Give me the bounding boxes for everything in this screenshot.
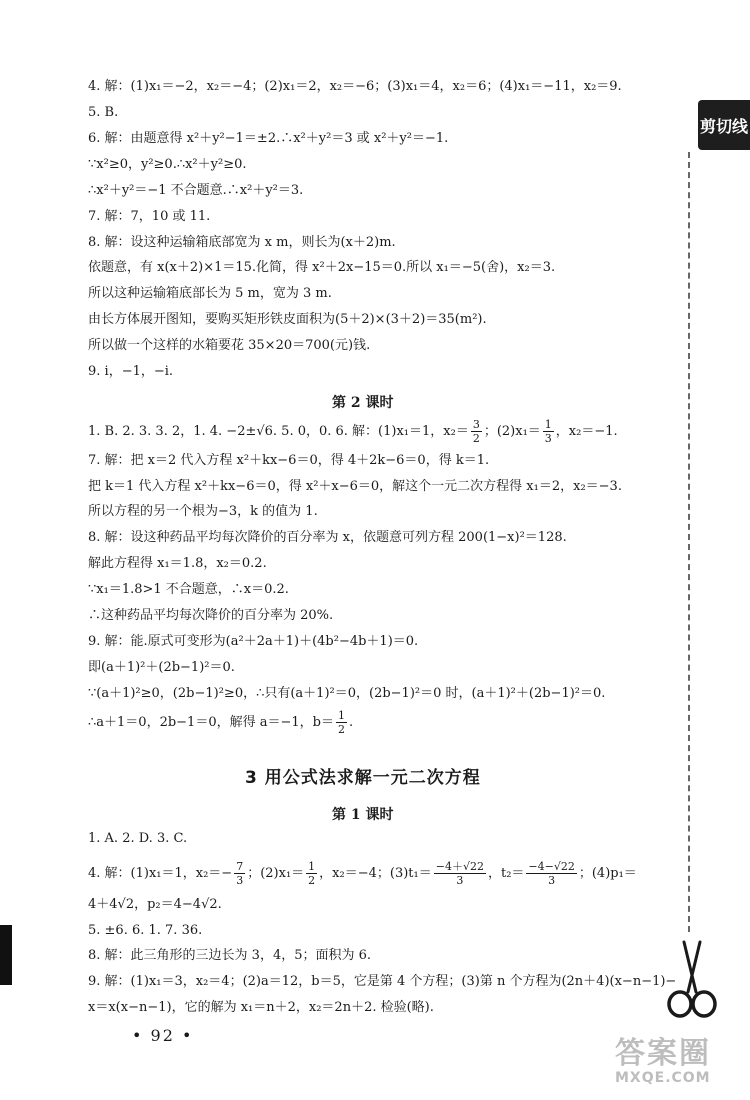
answer-line: 依题意，有 x(x＋2)×1＝15.化简，得 x²＋2x−15＝0.所以 x₁＝−5(舍)，x₂＝3. [88, 260, 556, 275]
fraction: $\frac{3}{2}$ [472, 418, 480, 445]
answer-line: 所以方程的另一个根为−3，k 的值为 1. [88, 504, 318, 519]
answer-line: 所以做一个这样的水箱要花 35×20＝700(元)钱. [88, 338, 371, 353]
fraction: $\frac{1}{2}$ [308, 860, 316, 887]
answer-line: 8. 解：设这种运输箱底部宽为 x m，则长为(x＋2)m. [88, 235, 396, 250]
watermark-url: MXQE.COM [615, 1070, 711, 1086]
answer-line: ∴a＋1＝0，2b−1＝0，解得 a＝−1，b＝ $\frac{1}{2}$ . [88, 709, 354, 736]
answer-line: 4. 解：(1)x₁＝1，x₂＝− $\frac{7}{3}$ ；(2)x₁＝ $\frac{1}{2}$ ，x₂＝−4；(3)t₁＝ $\frac{-4+√22}{3}$ ，t₂＝ $\frac{-4-√22}{3}$ ；(4)p₁＝ [88, 860, 637, 887]
watermark [615, 1028, 711, 1086]
answer-line: ∵(a＋1)²≥0，(2b−1)²≥0，∴只有(a＋1)²＝0，(2b−1)²＝0 时，(a＋1)²＋(2b−1)²＝0. [88, 686, 606, 701]
section-title: 3 用公式法求解一元二次方程 [245, 768, 481, 788]
answer-line: ∵x₁＝1.8>1 不合题意，∴x＝0.2. [88, 582, 289, 597]
answer-line: 5. ±6. 6. 1. 7. 36. [88, 923, 203, 938]
dashed-cut-line [688, 152, 690, 932]
answer-line: 5. B. [88, 105, 119, 120]
answer-line: 9. 解：(1)x₁＝3，x₂＝4；(2)a＝12，b＝5，它是第 4 个方程；(3)第 n 个方程为(2n＋4)(x−n−1)− [88, 974, 677, 989]
answer-line: ∴x²＋y²＝−1 不合题意.∴x²＋y²＝3. [88, 183, 304, 198]
answer-line: x＝x(x−n−1)，它的解为 x₁＝n＋2，x₂＝2n＋2. 检验(略). [88, 1000, 434, 1015]
fraction: $\frac{7}{3}$ [236, 860, 244, 887]
fraction: $\frac{-4+√22}{3}$ [435, 860, 484, 887]
scissors-icon [662, 940, 722, 1020]
lesson-heading: 第 1 课时 [332, 807, 394, 823]
answer-line: 9. 解：能.原式可变形为(a²＋2a＋1)＋(4b²−4b＋1)＝0. [88, 634, 419, 649]
lesson-heading: 第 2 课时 [332, 395, 394, 411]
answer-line: 解此方程得 x₁＝1.8，x₂＝0.2. [88, 556, 267, 571]
scan-edge-mark [0, 925, 12, 985]
answer-line: 8. 解：此三角形的三边长为 3，4，5；面积为 6. [88, 948, 372, 963]
answer-line: 7. 解：把 x＝2 代入方程 x²＋kx−6＝0，得 4＋2k−6＝0，得 k＝1. [88, 453, 490, 468]
answer-line: 4＋4√2，p₂＝4−4√2. [88, 897, 222, 912]
answer-line: 1. A. 2. D. 3. C. [88, 831, 188, 846]
watermark-logo: 答案圈 [615, 1036, 711, 1071]
answer-line: 9. i，−1，−i. [88, 364, 174, 379]
answer-line: 所以这种运输箱底部长为 5 m，宽为 3 m. [88, 286, 332, 301]
fraction: $\frac{1}{2}$ [337, 709, 345, 736]
answer-line: ∵x²≥0，y²≥0.∴x²＋y²≥0. [88, 157, 247, 172]
fraction: $\frac{1}{3}$ [544, 418, 552, 445]
answer-line: 把 k＝1 代入方程 x²＋kx−6＝0，得 x²＋x−6＝0，解这个一元二次方程得 x₁＝2，x₂＝−3. [88, 479, 622, 494]
answer-line: 8. 解：设这种药品平均每次降价的百分率为 x，依题意可列方程 200(1−x)²＝128. [88, 530, 567, 545]
cut-line-tab: 剪切线 [698, 100, 750, 150]
answer-line: 即(a＋1)²＋(2b−1)²＝0. [88, 660, 235, 675]
answer-line: 1. B. 2. 3. 3. 2，1. 4. −2±√6. 5. 0，0. 6. 解：(1)x₁＝1，x₂＝ $\frac{3}{2}$ ；(2)x₁＝ $\frac{1}{3}$ ，x₂＝−1. [88, 418, 618, 445]
fraction: $\frac{-4-√22}{3}$ [528, 860, 575, 887]
answer-line: 6. 解：由题意得 x²＋y²−1＝±2.∴x²＋y²＝3 或 x²＋y²＝−1. [88, 131, 449, 146]
page-number: • 92 • [132, 1026, 194, 1045]
answer-line: 7. 解：7，10 或 11. [88, 209, 211, 224]
answer-line: 4. 解：(1)x₁＝−2，x₂＝−4；(2)x₁＝2，x₂＝−6；(3)x₁＝4，x₂＝6；(4)x₁＝−11，x₂＝9. [88, 79, 622, 94]
answer-line: ∴这种药品平均每次降价的百分率为 20%. [88, 608, 334, 623]
answer-line: 由长方体展开图知，要购买矩形铁皮面积为(5＋2)×(3＋2)＝35(m²). [88, 312, 487, 327]
